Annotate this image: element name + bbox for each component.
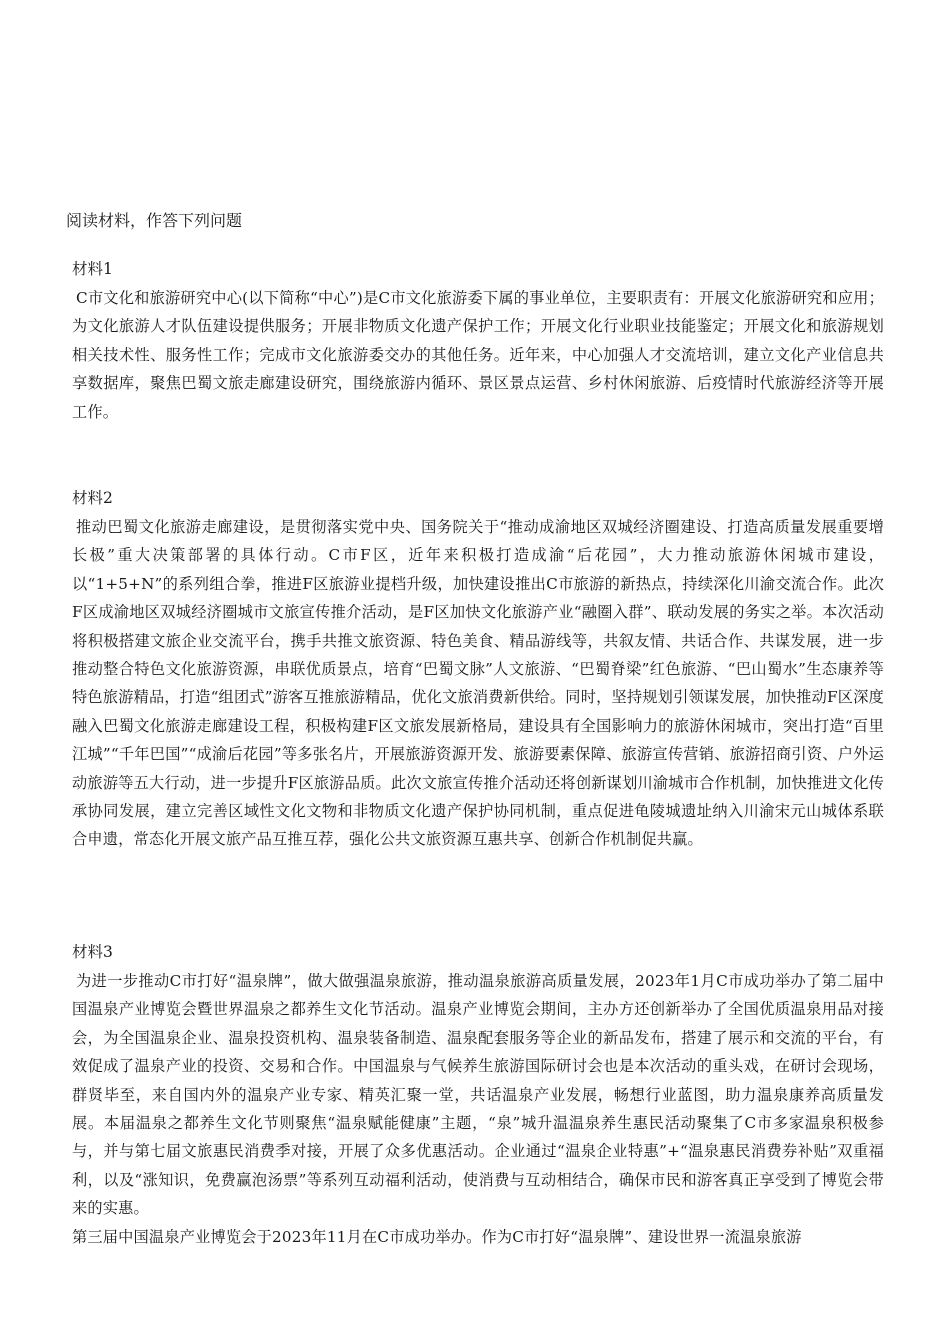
intro-instruction: 阅读材料，作答下列问题 <box>66 211 243 230</box>
section-title: 材料3 <box>72 943 113 961</box>
section-title: 材料2 <box>72 489 113 507</box>
section-paragraph: C市文化和旅游研究中心(以下简称“中心”)是C市文化旅游委下属的事业单位，主要职责有：开展文化旅游研究和应用；为文化旅游人才队伍建设提供服务；开展非物质文化遗产保护工作；开展文化行业职业技能鉴定；开展文化和旅游规划相关技术性、服务性工作；完成市文化旅游委交办的其他任务。近年来，中心加强人才交流培训，建立文化产业信息共享数据库，聚焦巴蜀文旅走廊建设研究，围绕旅游内循环、景区景点运营、乡村休闲旅游、后疫情时代旅游经济等开展工作。 <box>72 289 884 421</box>
section-paragraph: 第三届中国温泉产业博览会于2023年11月在C市成功举办。作为C市打好“温泉牌”、建设世界一流温泉旅游 <box>72 1227 802 1246</box>
material-section-3 <box>72 940 884 1251</box>
material-section-1 <box>72 257 884 426</box>
section-paragraph: 推动巴蜀文化旅游走廊建设，是贯彻落实党中央、国务院关于“推动成渝地区双城经济圈建设、打造高质量发展重要增长极”重大决策部署的具体行动。C市F区，近年来积极打造成渝“后花园”，大力推动旅游休闲城市建设，以“1+5+N”的系列组合拳，推进F区旅游业提档升级，加快建设推出C市旅游的新热点，持续深化川渝交流合作。此次F区成渝地区双城经济圈城市文旅宣传推介活动，是F区加快文化旅游产业“融圈入群”、联动发展的务实之举。本次活动将积极搭建文旅企业交流平台，携手共推文旅资源、特色美食、精品游线等，共叙友情、共话合作、共谋发展，进一步推动整合特色文化旅游资源，串联优质景点，培育“巴蜀文脉”人文旅游、“巴蜀脊梁”红色旅游、“巴山蜀水”生态康养等特色旅游精品，打造“组团式”游客互推旅游精品，优化文旅消费新供给。同时，坚持规划引领谋发展，加快推动F区深度融入巴蜀文化旅游走廊建设工程，积极构建F区文旅发展新格局，建设具有全国影响力的旅游休闲城市，突出打造“百里江城”“千年巴国”“成渝后花园”等多张名片，开展旅游资源开发、旅游要素保障、旅游宣传营销、旅游招商引资、户外运动旅游等五大行动，进一步提升F区旅游品质。此次文旅宣传推介活动还将创新谋划川渝城市合作机制，加快推进文化传承协同发展，建立完善区域性文化文物和非物质文化遗产保护协同机制，重点促进龟陵城遗址纳入川渝宋元山城体系联合申遗，常态化开展文旅产品互推互荐，强化公共文旅资源互惠共享、创新合作机制促共赢。 <box>72 518 884 849</box>
section-paragraph: 为进一步推动C市打好“温泉牌”，做大做强温泉旅游，推动温泉旅游高质量发展，2023年1月C市成功举办了第二届中国温泉产业博览会暨世界温泉之都养生文化节活动。温泉产业博览会期间，主办方还创新举办了全国优质温泉用品对接会，为全国温泉企业、温泉投资机构、温泉装备制造、温泉配套服务等企业的新品发布，搭建了展示和交流的平台，有效促成了温泉产业的投资、交易和合作。中国温泉与气候养生旅游国际研讨会也是本次活动的重头戏，在研讨会现场，群贤毕至，来自国内外的温泉产业专家、精英汇聚一堂，共话温泉产业发展，畅想行业蓝图，助力温泉康养高质量发展。本届温泉之都养生文化节则聚焦“温泉赋能健康”主题，“泉”城升温温泉养生惠民活动聚集了C市多家温泉积极参与，并与第七届文旅惠民消费季对接，开展了众多优惠活动。企业通过“温泉企业特惠”+“温泉惠民消费券补贴”双重福利，以及“涨知识，免费赢泡汤票”等系列互动福利活动，使消费与互动相结合，确保市民和游客真正享受到了博览会带来的实惠。 <box>72 972 884 1218</box>
material-section-2 <box>72 486 884 854</box>
section-title: 材料1 <box>72 260 113 278</box>
